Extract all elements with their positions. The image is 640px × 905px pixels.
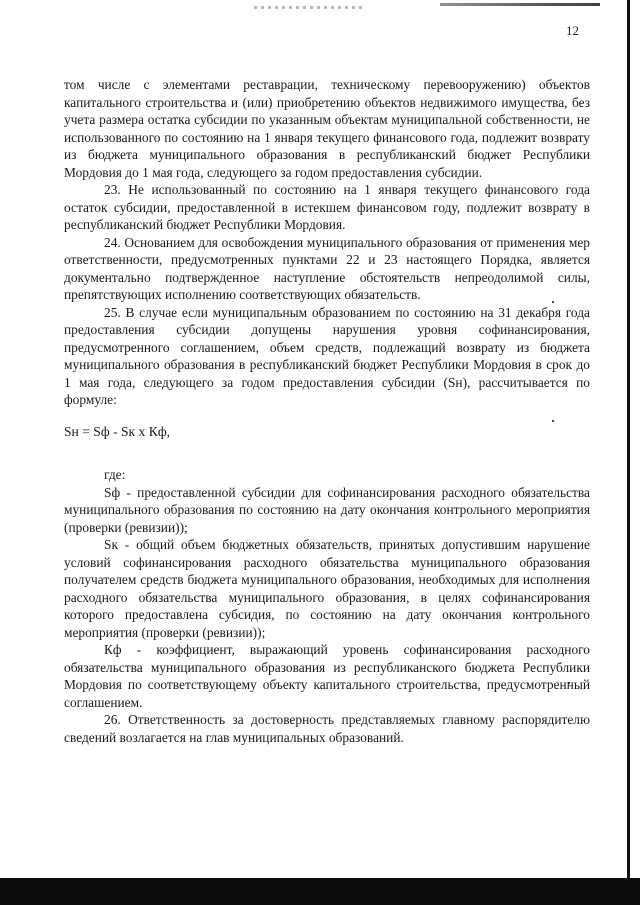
paragraph-24: 24. Основанием для освобождения муниципального образования от применения мер ответственности, предусмотренных пунктами 22 и 23 настоящего Порядка, является документально подтвержденное наступление обстоятельств непреодолимой силы, препятствующих исполнению соответствующих обязательств. — [64, 234, 590, 302]
scan-edge-bottom — [0, 878, 640, 905]
paragraph-26: 26. Ответственность за достоверность представляемых главному распорядителю сведений возлагается на глав муниципальных образований. — [64, 712, 590, 745]
definition-kf: Кф - коэффициент, выражающий уровень софинансирования расходного обязательства муниципального образования из республиканского бюджета Республики Мордовия по соответствующему объекту капитального строительства, предусмотренный соглашением. — [64, 642, 590, 710]
paragraph-continuation: том числе с элементами реставрации, техническому перевооружению) объектов капитального строительства и (или) приобретению объектов недвижимого имущества, без учета размера остатка субсидии по указанным объектам муниципальной собственности, не использованного по состоянию на 1 января текущего финансового года, подлежит возврату из бюджета муниципального образования в республиканский бюджет Республики Мордовия до 1 мая года, следующего за годом предоставления субсидии. — [64, 77, 590, 180]
definition-sk: Sк - общий объем бюджетных обязательств, принятых допустившим нарушение условий софинансирования расходного обязательства муниципального образования получателем средств бюджета муниципального образования, необходимых для исполнения расходного обязательства муниципального образования, в целях софинансирования которого предоставлена субсидия, по состоянию на дату окончания контрольного мероприятия (проверки (ревизии)); — [64, 537, 590, 640]
where-label: где: — [104, 467, 126, 482]
formula: Sн = Sф - Sк х Кф, — [64, 423, 171, 439]
scan-artifact-top-right — [440, 3, 600, 6]
document-body — [64, 76, 590, 746]
paragraph-23: 23. Не использованный по состоянию на 1 января текущего финансового года остаток субсидии, предоставленной в истекшем финансовом году, подлежит возврату в республиканский бюджет Республики Мордовия. — [64, 182, 590, 232]
paragraph-25: 25. В случае если муниципальным образованием по состоянию на 31 декабря года предоставления субсидии допущены нарушения уровня софинансирования, предусмотренного соглашением, объем средств, подлежащий возврату из бюджета муниципального образования в республиканский бюджет Республики Мордовия в срок до 1 мая года, следующего за годом предоставления субсидии (Sн), рассчитывается по формуле: — [64, 304, 590, 407]
definition-sf: Sф - предоставленной субсидии для софинансирования расходного обязательства муниципального образования по состоянию на дату окончания контрольного мероприятия (проверки (ревизии)); — [64, 484, 590, 535]
scan-edge-right — [627, 0, 630, 880]
page-number: 12 — [566, 23, 579, 38]
scan-artifact-top — [254, 6, 364, 9]
